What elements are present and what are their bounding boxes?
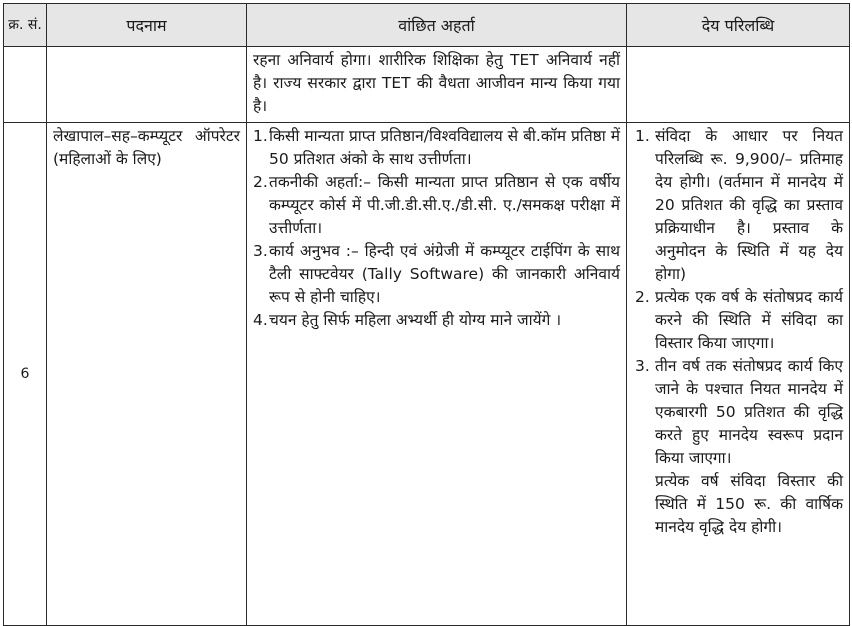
- serial-number-cell: 6: [4, 123, 47, 626]
- header-serial-number: क्र. सं.: [4, 4, 47, 47]
- remuneration-list: [633, 125, 843, 470]
- list-item: 4. चयन हेतु सिर्फ महिला अभ्यर्थी ही योग्य माने जायेंगे ।: [253, 311, 562, 329]
- continuation-remuneration-cell: [627, 47, 850, 123]
- qualification-list: [253, 125, 620, 332]
- continuation-serial-cell: [4, 47, 47, 123]
- posts-table: [3, 3, 850, 626]
- list-item: 3. तीन वर्ष तक संतोषप्रद कार्य किए जाने के पश्चात नियत मानदेय में एकबारगी 50 प्रतिशत की वृद्धि करते हुए मानदेय स्वरूप प्रदान किया जाएगा।: [635, 357, 843, 467]
- list-item: 2. प्रत्येक एक वर्ष के संतोषप्रद कार्य करने की स्थिति में संविदा का विस्तार किया जाएगा।: [635, 288, 843, 352]
- list-item: 1. किसी मान्यता प्राप्त प्रतिष्ठान/विश्वविद्यालय से बी.कॉम प्रतिष्ठा में 50 प्रतिशत अंको के साथ उत्तीर्णता।: [253, 127, 620, 168]
- designation-cell: लेखापाल–सह–कम्प्यूटर ऑपरेटर (महिलाओं के लिए): [47, 123, 247, 626]
- continuation-qualification-cell: रहना अनिवार्य होगा। शारीरिक शिक्षिका हेतु TET अनिवार्य नहीं है। राज्य सरकार द्वारा TET की वैधता आजीवन मान्य किया गया है।: [247, 47, 627, 123]
- header-remuneration: देय परिलब्धि: [627, 4, 850, 47]
- list-item: 1. संविदा के आधार पर नियत परिलब्धि रू. 9,900/– प्रतिमाह देय होगी। (वर्तमान में मानदेय में 20 प्रतिशत की वृद्धि का प्रस्ताव प्रक्रियाधीन है। प्रस्ताव के अनुमोदन के स्थिति में यह देय होगा): [635, 127, 843, 283]
- header-designation: पदनाम: [47, 4, 247, 47]
- table-row-6: [4, 123, 850, 626]
- qualification-cell: [247, 123, 627, 626]
- continuation-designation-cell: [47, 47, 247, 123]
- header-row: [4, 4, 850, 47]
- remuneration-cell: [627, 123, 850, 626]
- remuneration-note: प्रत्येक वर्ष संविदा विस्तार की स्थिति में 150 रू. की वार्षिक मानदेय वृद्धि देय होगी।: [655, 472, 843, 536]
- header-qualification: वांछित अहर्ता: [247, 4, 627, 47]
- list-item: 3. कार्य अनुभव :– हिन्दी एवं अंग्रेजी में कम्प्यूटर टाईपिंग के साथ टैली साफ्टवेयर (Tally Software) की जानकारी अनिवार्य रूप से होनी चाहिए।: [253, 242, 620, 306]
- list-item: 2. तकनीकी अहर्ता:– किसी मान्यता प्राप्त प्रतिष्ठान से एक वर्षीय कम्प्यूटर कोर्स में पी.जी.डी.सी.ए./डी.सी. ए./समकक्ष परीक्षा में उत्तीर्णता।: [253, 173, 620, 237]
- continuation-row: [4, 47, 850, 123]
